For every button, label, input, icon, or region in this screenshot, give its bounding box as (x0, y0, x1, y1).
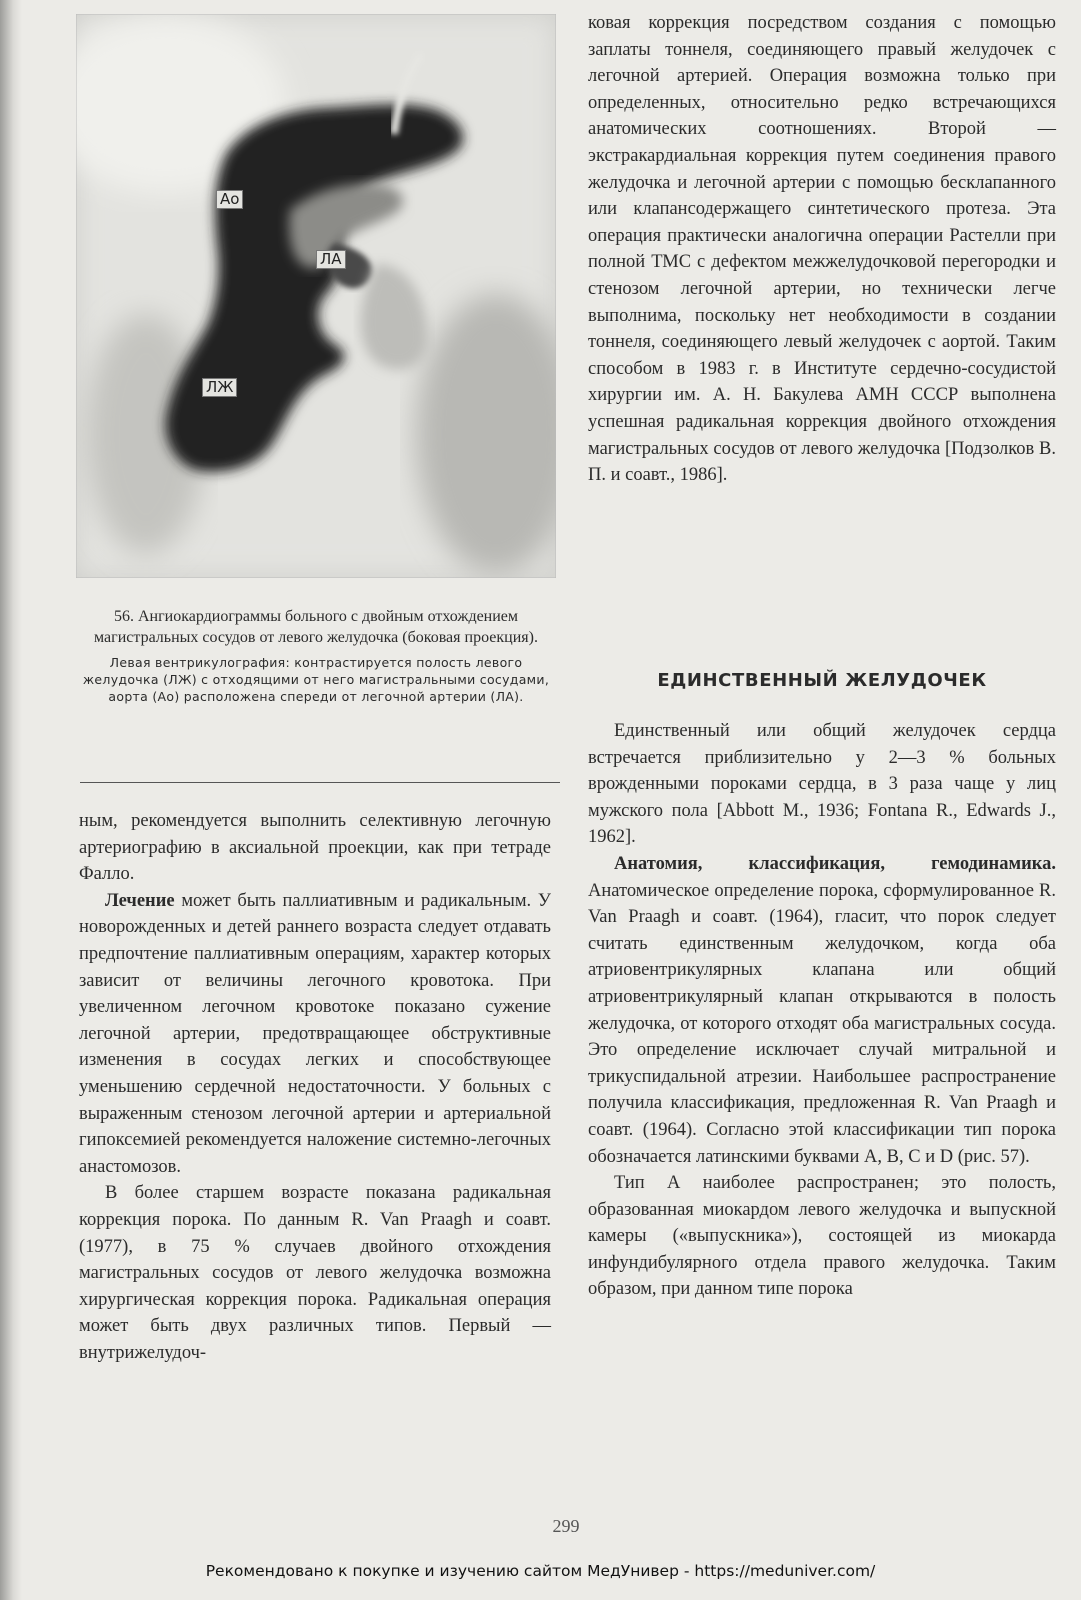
pulmonary-artery-label: ЛА (316, 250, 346, 269)
caption-divider (80, 782, 560, 783)
right-paragraph-3 (588, 851, 1056, 1170)
figure-caption (76, 606, 556, 705)
figure-caption-title: 56. Ангиокардиограммы больного с двойным отхождением магистральных сосудов от левого желудочка (боковая проекция). (94, 608, 538, 646)
anatomy-text: Анатомическое определение порока, сформулированное R. Van Praagh и соавт. (1964), гласит, что порок следует считать единственным желудочком, когда оба атриовентрикулярных клапана или общий атриовентрикулярный клапан открываются в полость желудочка, от которого отходят оба магистральных сосуда. Это определение исключает случай митральной и трикуспидальной атрезии. Наибольшее распространение получила классификация, предложенная R. Van Praagh и соавт. (1964). Согласно этой классификации тип порока обозначается латинскими буквами А, В, С и D (рис. 57). (588, 880, 1056, 1167)
right-paragraph-2: Единственный или общий желудочек сердца встречается приблизительно у 2—3 % больных врожденными пороками сердца, в 3 раза чаще у лиц мужского пола [Abbott M., 1936; Fontana R., Edwards J., 1962]. (588, 721, 1056, 848)
anatomy-heading: Анатомия, классификация, гемодинамика. (614, 853, 1056, 874)
aorta-label: Ао (216, 190, 243, 209)
section-title: ЕДИНСТВЕННЫЙ ЖЕЛУДОЧЕК (657, 670, 987, 691)
right-column-text-bottom (588, 718, 1056, 1303)
left-paragraph-1: ным, рекомендуется выполнить селективную легочную артериографию в аксиальной проекции, как при тетраде Фалло. (79, 811, 551, 885)
left-paragraph-2 (79, 888, 551, 1181)
treatment-heading: Лечение (105, 890, 175, 911)
left-paragraph-3: В более старшем возрасте показана радикальная коррекция порока. По данным R. Van Praagh и соавт. (1977), в 75 % случаев двойного отхождения магистральных сосудов от левого желудочка возможна хирургическая коррекция порока. Радикальная операция может быть двух различных типов. Первый — внутрижелудоч- (79, 1183, 551, 1363)
right-column-text-top (588, 10, 1056, 489)
right-paragraph-1: ковая коррекция посредством создания с помощью заплаты тоннеля, соединяющего правый желудочек с легочной артерией. Операция возможна только при определенных, относительно редко встречающихся анатомических соотношениях. Второй — экстракардиальная коррекция путем соединения правого желудочка и легочной артерии с помощью бесклапанного или клапансодержащего синтетического протеза. Эта операция практически аналогична операции Растелли при полной ТМС с дефектом межжелудочковой перегородки и стенозом легочной артерии, но технически легче выполнима, поскольку нет необходимости в создании тоннеля, соединяющего левый желудочек с аортой. Таким способом в 1983 г. в Институте сердечно-сосудистой хирургии им. А. Н. Бакулева АМН СССР выполнена успешная радикальная коррекция двойного отхождения магистральных сосудов от левого желудочка [Подзолков В. П. и соавт., 1986]. (588, 13, 1056, 486)
angiogram-figure (76, 14, 556, 578)
page-number: 299 (552, 1516, 580, 1536)
right-paragraph-4: Тип А наиболее распространен; это полость, образованная миокардом левого желудочка и выпускной камеры («выпускника»), состоящей из миокарда инфундибулярного отдела правого желудочка. Таким образом, при данном типе порока (588, 1173, 1056, 1300)
page-edge-shadow (0, 0, 22, 1600)
left-column-text (79, 808, 551, 1366)
figure-caption-description: Левая вентрикулография: контрастируется полость левого желудочка (ЛЖ) с отходящими от него магистральными сосудами, аорта (Ао) расположена спереди от легочной артерии (ЛА). (82, 655, 550, 704)
left-ventricle-label: ЛЖ (202, 378, 237, 397)
angiogram-image (76, 14, 556, 578)
footer-banner: Рекомендовано к покупке и изучению сайтом МедУнивер - https://meduniver.com/ (205, 1562, 876, 1580)
treatment-text: может быть паллиативным и радикальным. У новорожденных и детей раннего возраста следует отдавать предпочтение паллиативным операциям, характер которых зависит от величины легочного кровотока. При увеличенном легочном кровотоке показано сужение легочной артерии, предотвращающее обструктивные изменения в сосудах легких и способствующее уменьшению сердечной недостаточности. У больных с выраженным стенозом легочной артерии и артериальной гипоксемией рекомендуется наложение системно-легочных анастомозов. (79, 890, 551, 1177)
